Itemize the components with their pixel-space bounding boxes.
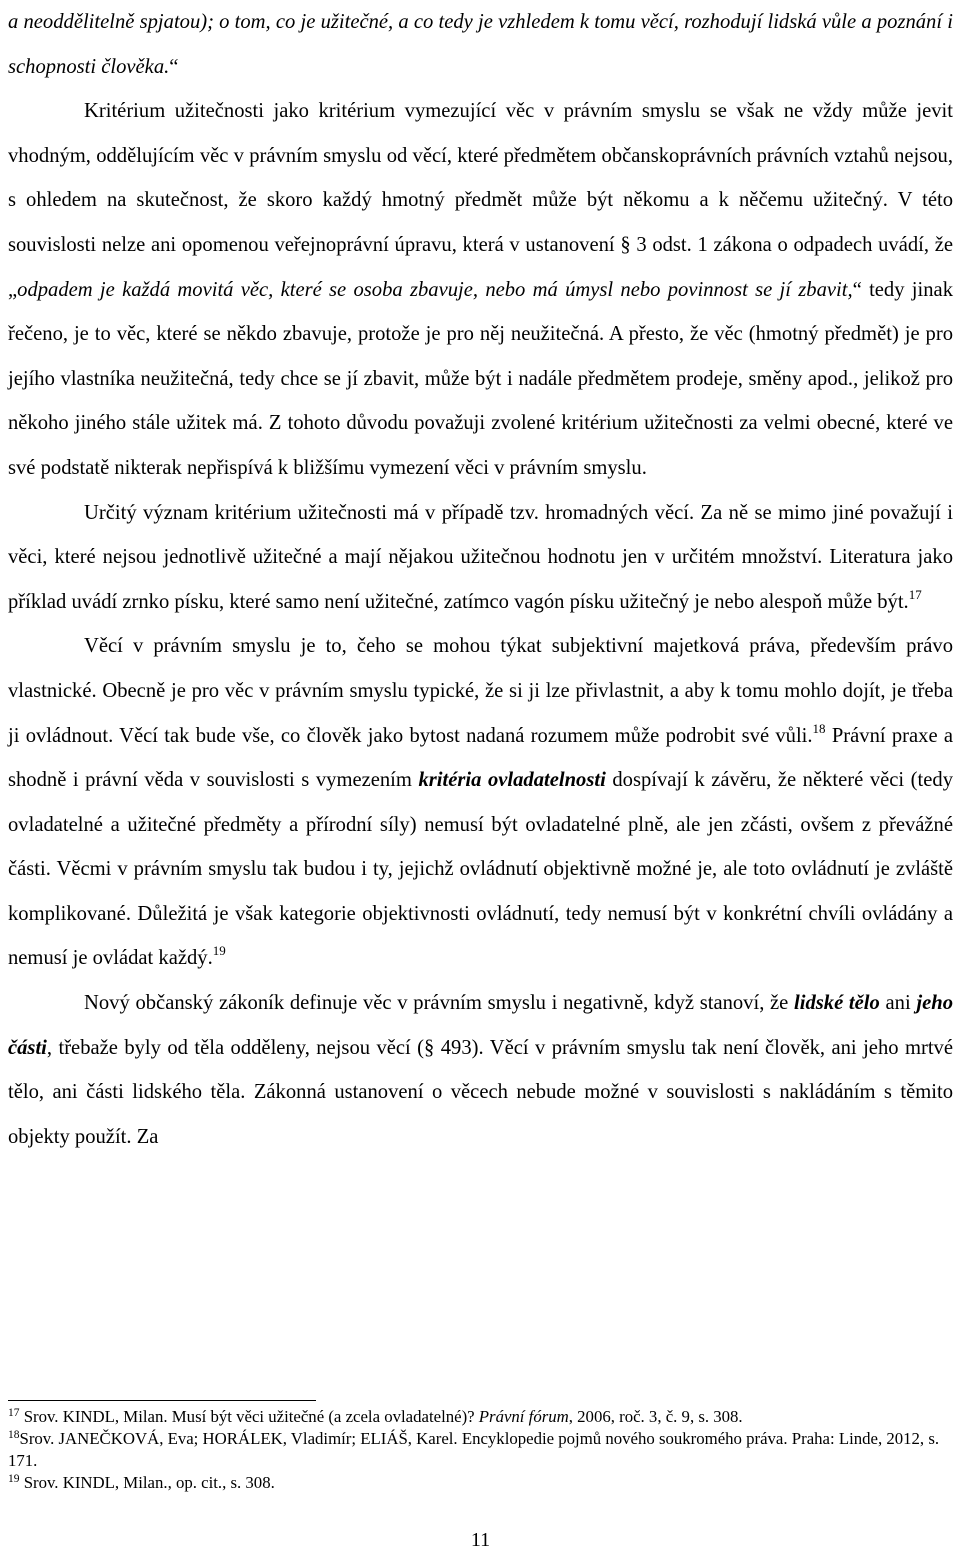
footnote-17 (8, 1406, 953, 1428)
text-run: ani (879, 992, 917, 1015)
closing-quote: “ (169, 55, 179, 78)
text-run: Kritérium užitečnosti jako kritérium vymezující věc v právním smyslu se však ne vždy může jevit vhodným, oddělujícím věc v právním smyslu od věcí, které předmětem občanskoprávních právních vztahů nejsou, s ohledem na skutečnost, že skoro každý hmotný předmět může být někomu a k něčemu užitečný. V této souvislosti nelze ani opomenou veřejnoprávní úpravu, která v ustanovení § 3 odst. 1 zákona o odpadech uvádí, že „ (8, 100, 953, 301)
footnote-19 (8, 1472, 953, 1494)
text-run: dospívají k závěru, že některé věci (tedy ovladatelné a užitečné předměty a přírodní síly) nemusí být ovladatelné plně, ale jen zčásti, ovšem z převážné části. Věcmi v právním smyslu tak budou i ty, jejichž ovládnutí objektivně možné je, ale toto ovládnutí je zvláště komplikované. Důležitá je však kategorie objektivnosti ovládnutí, tedy nemusí být v konkrétní chvíli ovládány a nemusí je ovládat každý. (8, 769, 953, 970)
emphasis-human-body: lidské tělo (794, 992, 880, 1015)
footnote-ref-17: 17 (908, 586, 922, 602)
footnote-ref-19: 19 (212, 943, 226, 959)
footnote-18 (8, 1428, 953, 1472)
text-run: Nový občanský zákoník definuje věc v právním smyslu i negativně, když stanoví, že (84, 992, 795, 1015)
waste-law-quote: odpadem je každá movitá věc, které se osoba zbavuje, nebo má úmysl nebo povinnost se jí zbavit, (17, 278, 853, 301)
text-run: Určitý význam kritérium užitečnosti má v případě tzv. hromadných věcí. Za ně se mimo jiné považují i věci, které nejsou jednotlivě užitečné a mají nějakou užitečnou hodnotu jen v určitém množství. Literatura jako příklad uvádí zrnko písku, které samo není užitečné, zatímco vagón písku užitečný je nebo alespoň může být. (8, 501, 953, 613)
footnote-text: Srov. KINDL, Milan., op. cit., s. 308. (19, 1473, 275, 1492)
footnote-number: 19 (8, 1473, 20, 1485)
paragraph-4 (8, 981, 953, 1159)
footnote-ref-18: 18 (812, 720, 826, 736)
footnote-number: 18 (8, 1429, 20, 1441)
footnote-text: Srov. JANEČKOVÁ, Eva; HORÁLEK, Vladimír; ELIÁŠ, Karel. Encyklopedie pojmů nového soukromého práva. Praha: Linde, 2012, s. 171. (8, 1429, 940, 1470)
footnote-number: 17 (8, 1407, 20, 1419)
footnotes (8, 1406, 953, 1494)
text-run: Věcí v právním smyslu je to, čeho se mohou týkat subjektivní majetková práva, především právo vlastnické. Obecně je pro věc v právním smyslu typické, že si ji lze přivlastnit, a aby k tomu mohlo dojít, je třeba ji ovládnout. Věcí tak bude vše, co člověk jako bytost nadaná rozumem může podrobit své vůli. (8, 635, 953, 747)
paragraph-2 (8, 491, 953, 625)
paragraph-3 (8, 624, 953, 981)
quote-continuation: a neoddělitelně spjatou); o tom, co je užitečné, a co tedy je vzhledem k tomu věcí, rozhodují lidská vůle a poznání i schopnosti člověka. (8, 11, 953, 78)
text-run: , třebaže byly od těla odděleny, nejsou věcí (§ 493). Věcí v právním smyslu tak není člověk, ani jeho mrtvé tělo, ani části lidského těla. Zákonná ustanovení o věcech nebude možné v souvislosti s nakládáním s těmito objekty použít. Za (8, 1036, 953, 1148)
emphasis-controllability: kritéria ovladatelnosti (418, 769, 606, 792)
text-run: “ tedy jinak řečeno, je to věc, které se někdo zbavuje, protože je pro něj neužitečná. A přesto, že věc (hmotný předmět) je pro jejího vlastníka neužitečná, tedy chce se jí zbavit, může být i nadále předmětem prodeje, směny apod., jelikož pro někoho jiného stále užitek má. Z tohoto důvodu považuji zvolené kritérium užitečnosti za velmi obecné, které ve své podstatě nikterak nepřispívá k bližšímu vymezení věci v právním smyslu. (8, 278, 953, 479)
paragraph-1 (8, 89, 953, 490)
body-text (8, 0, 953, 1159)
text-run: Právní praxe a shodně i právní věda v souvislosti s vymezením (8, 724, 953, 792)
footnote-text: , 2006, roč. 3, č. 9, s. 308. (568, 1407, 743, 1426)
journal-title: Právní fórum (478, 1407, 569, 1426)
paragraph-0 (8, 0, 953, 89)
document-page (8, 0, 953, 1554)
page-number: 11 (470, 1529, 491, 1551)
footnote-text: Srov. KINDL, Milan. Musí být věci užitečné (a zcela ovladatelné)? (19, 1407, 479, 1426)
footnote-separator (8, 1400, 316, 1401)
emphasis-its-parts: jeho části (8, 992, 953, 1059)
